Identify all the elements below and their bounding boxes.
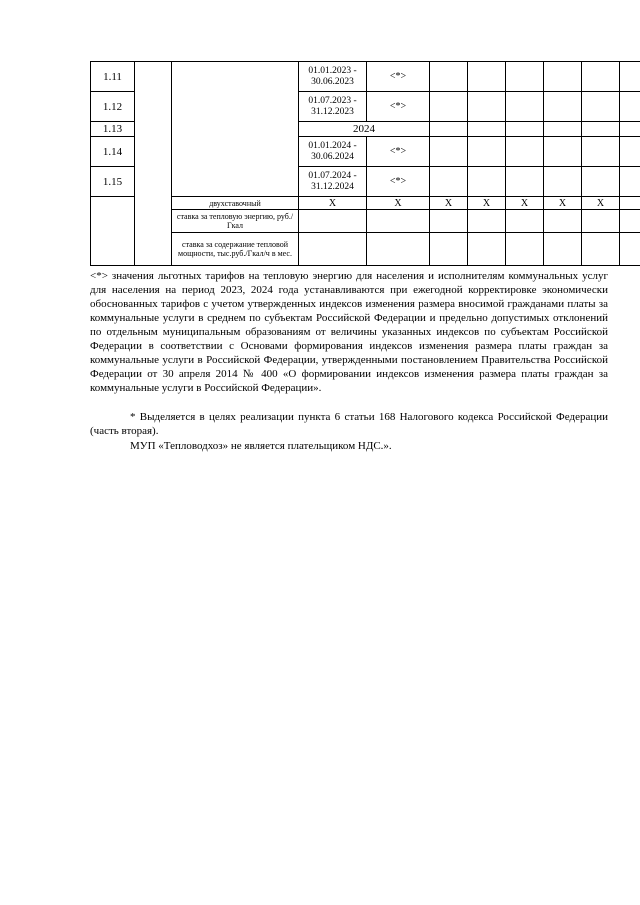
footnote-mark: <*> (367, 167, 430, 197)
vat-note: * Выделяется в целях реализации пункта 6 статьи 168 Налогового кодекса Российской Федерации (часть вторая). (90, 411, 608, 437)
row-number: 1.14 (91, 137, 135, 167)
table-row (91, 233, 640, 266)
row-number: 1.13 (91, 122, 135, 137)
capacity-rate-label: ставка за содержание тепловой мощности, тыс.руб./Гкал/ч в мес. (172, 233, 299, 266)
footnote-text: <*> значения льготных тарифов на тепловую энергию для населения и исполнителям коммунальных услуг для населения на период 2023, 2024 года устанавливаются при ежегодной корректировке экономически обоснованных тарифов с учетом утвержденных индексов изменения размера вносимой гражданами платы за коммунальные услуги в среднем по субъектам Российской Федерации и предельно допустимых отклонений по отдельным муниципальным образованиям от величины указанных индексов по субъектам Российской Федерации в соответствии с Основами формирования индексов изменения размера платы граждан за коммунальные услуги в Российской Федерации, утвержденными постановлением Правительства Российской Федерации от 30 апреля 2014 № 400 «О формировании индексов изменения размера платы граждан за коммунальные услуги в Российской Федерации». (90, 270, 608, 394)
period-cell: 01.07.2023 - 31.12.2023 (299, 92, 367, 122)
empty-cell (135, 62, 172, 266)
empty-cell (172, 62, 299, 197)
x-mark: X (468, 197, 506, 210)
empty-cell (91, 197, 135, 266)
footnote-mark: <*> (367, 92, 430, 122)
table-row (91, 210, 640, 233)
footnote-mark: <*> (367, 137, 430, 167)
row-number: 1.12 (91, 92, 135, 122)
period-cell: 01.01.2024 - 30.06.2024 (299, 137, 367, 167)
x-mark: X (544, 197, 582, 210)
x-mark: X (430, 197, 468, 210)
row-number: 1.11 (91, 62, 135, 92)
two-part-label: двухставочный (172, 197, 299, 210)
x-mark: X (582, 197, 620, 210)
energy-rate-label: ставка за тепловую энергию, руб./Гкал (172, 210, 299, 233)
table-row (91, 62, 640, 92)
x-mark: X (506, 197, 544, 210)
year-cell: 2024 (299, 122, 430, 137)
row-number: 1.15 (91, 167, 135, 197)
period-cell: 01.07.2024 - 31.12.2024 (299, 167, 367, 197)
footnote-mark: <*> (367, 62, 430, 92)
x-mark: X (367, 197, 430, 210)
vat-status-note: МУП «Тепловодхоз» не является плательщиком НДС.». (130, 440, 392, 452)
x-mark: X (299, 197, 367, 210)
period-cell: 01.01.2023 - 30.06.2023 (299, 62, 367, 92)
tariff-table (90, 61, 640, 266)
table-row (91, 197, 640, 210)
